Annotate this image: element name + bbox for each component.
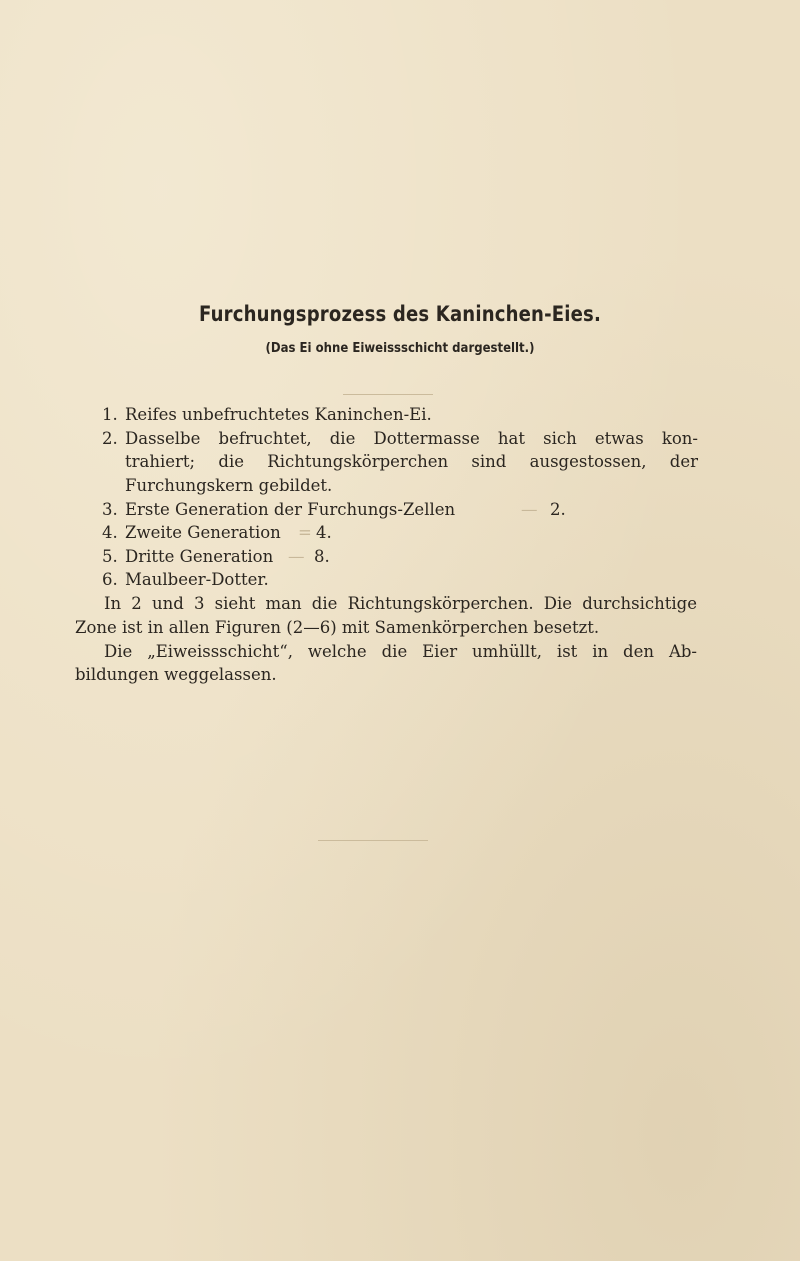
paragraph-line: bildungen weggelassen. [75, 665, 277, 684]
item-number: 4. [102, 523, 118, 542]
item-number: 1. [102, 405, 118, 424]
item-text: Reifes unbefruchtetes Kaninchen-Ei. [125, 405, 432, 424]
paragraph-line: Die „Eiweissschicht“, welche die Eier umhüllt, ist in den Ab- [104, 642, 697, 661]
divider-bottom [318, 840, 428, 841]
item-text: Maulbeer-Dotter. [125, 570, 269, 589]
item-text: Zweite Generation [125, 523, 281, 542]
item-count: 8. [314, 547, 330, 566]
item-number: 3. [102, 500, 118, 519]
item-text: Dritte Generation [125, 547, 274, 566]
page-subtitle: (Das Ei ohne Eiweissschicht dargestellt.) [265, 341, 535, 356]
item-number: 6. [102, 570, 118, 589]
item-text: Dasselbe befruchtet, die Dottermasse hat sich etwas kon- [125, 429, 698, 448]
paragraph-line: Zone ist in allen Figuren (2—6) mit Samenkörperchen besetzt. [75, 618, 600, 637]
item-text: trahiert; die Richtungskörperchen sind ausgestossen, der [125, 452, 698, 471]
divider-top [343, 394, 433, 395]
equals-dash: — [521, 500, 538, 519]
equals-dash: = [298, 523, 312, 542]
paragraph-line: In 2 und 3 sieht man die Richtungskörperchen. Die durchsichtige [104, 594, 697, 613]
equals-dash: — [288, 547, 305, 566]
item-count: 4. [316, 523, 332, 542]
item-text: Erste Generation der Furchungs-Zellen [125, 500, 456, 519]
item-count: 2. [550, 500, 566, 519]
item-number: 2. [102, 429, 118, 448]
page-title: Furchungsprozess des Kaninchen-Eies. [199, 302, 601, 326]
item-number: 5. [102, 547, 118, 566]
item-text: Furchungskern gebildet. [125, 476, 333, 495]
